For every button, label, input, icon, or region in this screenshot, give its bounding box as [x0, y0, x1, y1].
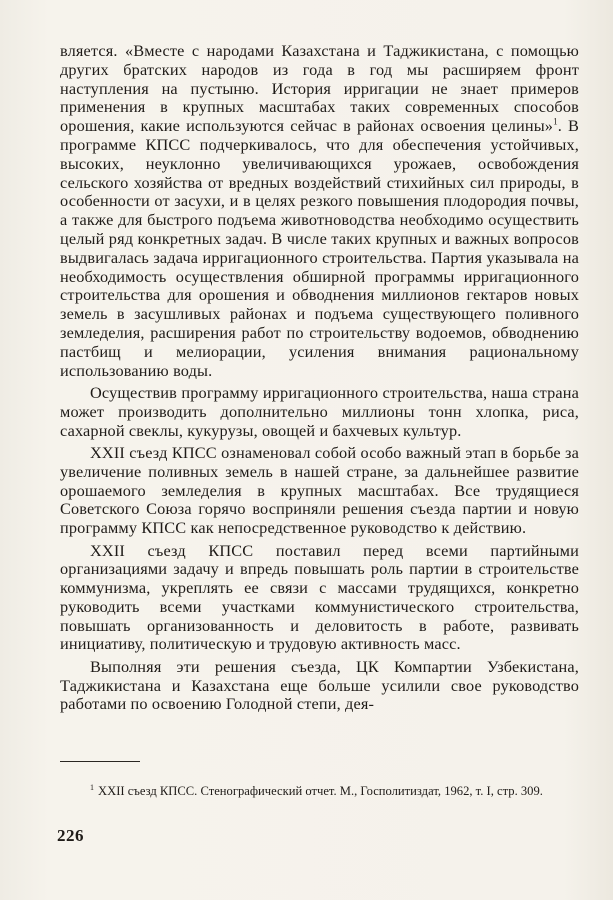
paragraph-1-text-start: вляется. «Вместе с народами Казахстана и Таджикистана, с помощью других братских народов из года в год мы расширяем фронт наступления на пустыню. История ирригации не знает примеров применения в крупных масштабах таких современных способов орошения, какие используются сейчас в районах освоения целины»: [60, 41, 579, 136]
paragraph-1: [60, 42, 579, 380]
body-text: [60, 42, 579, 714]
paragraph-1-text-end: . В программе КПСС подчеркивалось, что для обеспечения устойчивых, высоких, неуклонно увеличивающихся урожаев, освобождения сельского хозяйства от вредных воздействий стихийных сил природы, в особенности от засухи, и в целях резкого повышения плодородия почвы, а также для быстрого подъема животноводства необходимо осуществить целый ряд конкретных задач. В числе таких крупных и важных вопросов выдвигалась задача ирригационного строительства. Партия указывала на необходимость осуществления обширной программы ирригационного строительства для орошения и обводнения миллионов гектаров новых земель в засушливых районах и подъема существующего поливного земледелия, расширения работ по строительству водоемов, обводнению пастбищ и мелиорации, усиления внимания рациональному использованию воды.: [60, 116, 579, 380]
paragraph-5: Выполняя эти решения съезда, ЦК Компартии Узбекистана, Таджикистана и Казахстана еще больше усилили свое руководство работами по освоению Голодной степи, дея-: [60, 656, 579, 714]
footnote-text: XXII съезд КПСС. Стенографический отчет. М., Госполитиздат, 1962, т. I, стр. 309.: [98, 784, 543, 798]
page-number: 226: [57, 826, 84, 845]
footnote-divider: [60, 761, 140, 762]
footnote: [60, 783, 579, 800]
footnote-reference: 1: [553, 116, 558, 127]
paragraph-3: XXII съезд КПСС ознаменовал собой особо важный этап в борьбе за увеличение поливных земель в нашей стране, за дальнейшее развитие орошаемого земледелия в крупных масштабах. Все трудящиеся Советского Союза горячо восприняли решения съезда партии и новую программу КПСС как непосредственное руководство к действию.: [60, 442, 579, 538]
paragraph-2: Осуществив программу ирригационного строительства, наша страна может производить дополнительно миллионы тонн хлопка, риса, сахарной свеклы, кукурузы, овощей и бахчевых культур.: [60, 382, 579, 440]
footnote-mark: 1: [90, 782, 94, 792]
paragraph-4: XXII съезд КПСС поставил перед всеми партийными организациями задачу и впредь повышать роль партии в строительстве коммунизма, укреплять ее связи с массами трудящихся, конкретно руководить всеми участками коммунистического строительства, повышать организованность и деловитость в работе, развивать инициативу, политическую и трудовую активность масс.: [60, 540, 579, 654]
